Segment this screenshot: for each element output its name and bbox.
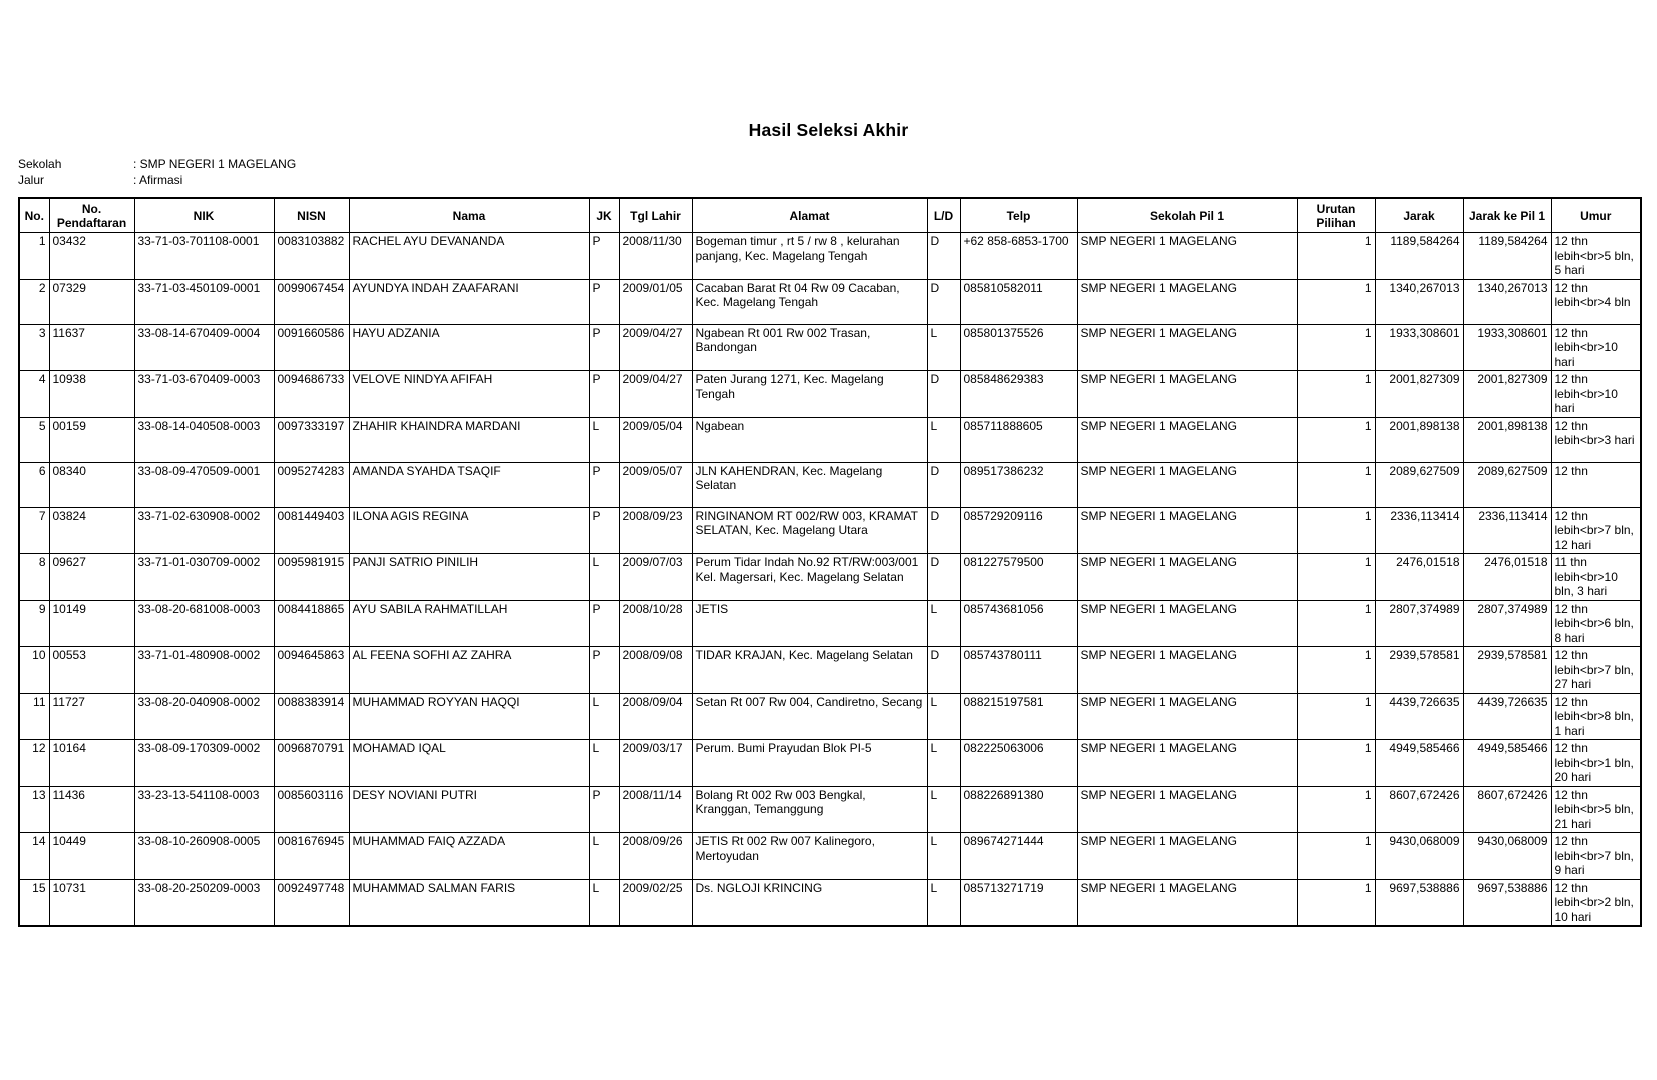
cell-telp: 085743780111	[960, 647, 1077, 694]
results-table	[18, 197, 1642, 927]
cell-sekolah-pil-1: SMP NEGERI 1 MAGELANG	[1077, 324, 1297, 371]
cell-no-pendaftaran: 11436	[49, 786, 134, 833]
cell-no: 4	[19, 371, 49, 418]
cell-nama: AMANDA SYAHDA TSAQIF	[349, 462, 589, 507]
cell-umur: 12 thn lebih<br>10 hari	[1551, 324, 1641, 371]
cell-nama: AL FEENA SOFHI AZ ZAHRA	[349, 647, 589, 694]
table-row	[19, 647, 1641, 694]
cell-alamat: Bolang Rt 002 Rw 003 Bengkal, Kranggan, Temanggung	[692, 786, 927, 833]
report-meta	[18, 157, 1657, 188]
cell-jarak: 1189,584264	[1375, 233, 1463, 280]
cell-telp: 088215197581	[960, 693, 1077, 740]
cell-no: 5	[19, 417, 49, 462]
col-header-no: No.	[19, 198, 49, 233]
cell-nama: AYUNDYA INDAH ZAAFARANI	[349, 279, 589, 324]
cell-no-pendaftaran: 10449	[49, 833, 134, 880]
cell-jk: L	[589, 740, 619, 787]
col-header-jarak: Jarak	[1375, 198, 1463, 233]
cell-l-d: L	[927, 786, 960, 833]
cell-umur: 12 thn lebih<br>3 hari	[1551, 417, 1641, 462]
cell-no-pendaftaran: 11637	[49, 324, 134, 371]
table-row	[19, 233, 1641, 280]
cell-nisn: 0092497748	[274, 879, 349, 926]
cell-jarak: 2939,578581	[1375, 647, 1463, 694]
cell-jarak: 4949,585466	[1375, 740, 1463, 787]
cell-nisn: 0097333197	[274, 417, 349, 462]
cell-jarak: 2001,827309	[1375, 371, 1463, 418]
cell-no-pendaftaran: 11727	[49, 693, 134, 740]
cell-tgl-lahir: 2009/04/27	[619, 324, 692, 371]
cell-l-d: L	[927, 417, 960, 462]
cell-no: 10	[19, 647, 49, 694]
cell-nik: 33-08-09-170309-0002	[134, 740, 274, 787]
cell-urutan-pilihan: 1	[1297, 371, 1375, 418]
cell-tgl-lahir: 2009/07/03	[619, 554, 692, 601]
cell-no: 11	[19, 693, 49, 740]
table-row	[19, 324, 1641, 371]
cell-tgl-lahir: 2009/01/05	[619, 279, 692, 324]
cell-alamat: Ngabean Rt 001 Rw 002 Trasan, Bandongan	[692, 324, 927, 371]
cell-telp: 085810582011	[960, 279, 1077, 324]
cell-telp: 085729209116	[960, 507, 1077, 554]
cell-l-d: D	[927, 462, 960, 507]
cell-urutan-pilihan: 1	[1297, 417, 1375, 462]
cell-jarak: 9697,538886	[1375, 879, 1463, 926]
table-header	[19, 198, 1641, 233]
col-header-jk: JK	[589, 198, 619, 233]
cell-urutan-pilihan: 1	[1297, 647, 1375, 694]
cell-jarak-ke-pil-1: 2476,01518	[1463, 554, 1551, 601]
cell-tgl-lahir: 2009/04/27	[619, 371, 692, 418]
cell-nik: 33-71-01-480908-0002	[134, 647, 274, 694]
cell-l-d: D	[927, 233, 960, 280]
cell-telp: 081227579500	[960, 554, 1077, 601]
cell-nisn: 0088383914	[274, 693, 349, 740]
cell-telp: +62 858-6853-1700	[960, 233, 1077, 280]
cell-jarak: 2336,113414	[1375, 507, 1463, 554]
cell-alamat: Setan Rt 007 Rw 004, Candiretno, Secang	[692, 693, 927, 740]
table-row	[19, 371, 1641, 418]
cell-umur: 12 thn lebih<br>7 bln, 9 hari	[1551, 833, 1641, 880]
cell-urutan-pilihan: 1	[1297, 740, 1375, 787]
cell-nama: MOHAMAD IQAL	[349, 740, 589, 787]
cell-l-d: L	[927, 833, 960, 880]
cell-nama: PANJI SATRIO PINILIH	[349, 554, 589, 601]
cell-sekolah-pil-1: SMP NEGERI 1 MAGELANG	[1077, 279, 1297, 324]
cell-nik: 33-08-10-260908-0005	[134, 833, 274, 880]
cell-nisn: 0083103882	[274, 233, 349, 280]
cell-alamat: Bogeman timur , rt 5 / rw 8 , kelurahan panjang, Kec. Magelang Tengah	[692, 233, 927, 280]
cell-jarak: 9430,068009	[1375, 833, 1463, 880]
cell-no-pendaftaran: 07329	[49, 279, 134, 324]
cell-tgl-lahir: 2009/02/25	[619, 879, 692, 926]
cell-jarak: 1933,308601	[1375, 324, 1463, 371]
cell-urutan-pilihan: 1	[1297, 693, 1375, 740]
cell-no-pendaftaran: 03824	[49, 507, 134, 554]
table-body	[19, 233, 1641, 927]
cell-urutan-pilihan: 1	[1297, 507, 1375, 554]
cell-nisn: 0095274283	[274, 462, 349, 507]
cell-nisn: 0095981915	[274, 554, 349, 601]
cell-no-pendaftaran: 00159	[49, 417, 134, 462]
cell-no-pendaftaran: 10938	[49, 371, 134, 418]
cell-urutan-pilihan: 1	[1297, 324, 1375, 371]
cell-sekolah-pil-1: SMP NEGERI 1 MAGELANG	[1077, 371, 1297, 418]
cell-tgl-lahir: 2008/11/14	[619, 786, 692, 833]
cell-jarak: 2001,898138	[1375, 417, 1463, 462]
cell-jk: P	[589, 786, 619, 833]
meta-jalur-value: : Afirmasi	[133, 172, 183, 187]
cell-nama: MUHAMMAD ROYYAN HAQQI	[349, 693, 589, 740]
cell-nisn: 0091660586	[274, 324, 349, 371]
cell-umur: 12 thn lebih<br>7 bln, 12 hari	[1551, 507, 1641, 554]
cell-umur: 12 thn lebih<br>4 bln	[1551, 279, 1641, 324]
meta-sekolah	[18, 157, 1657, 173]
col-header-l-d: L/D	[927, 198, 960, 233]
cell-nisn: 0085603116	[274, 786, 349, 833]
cell-nik: 33-08-20-040908-0002	[134, 693, 274, 740]
col-header-umur: Umur	[1551, 198, 1641, 233]
meta-sekolah-label: Sekolah	[18, 157, 62, 171]
cell-no: 15	[19, 879, 49, 926]
col-header-jarak-ke-pil-1: Jarak ke Pil 1	[1463, 198, 1551, 233]
cell-no-pendaftaran: 10149	[49, 600, 134, 647]
col-header-nama: Nama	[349, 198, 589, 233]
cell-alamat: RINGINANOM RT 002/RW 003, KRAMAT SELATAN, Kec. Magelang Utara	[692, 507, 927, 554]
cell-nisn: 0094686733	[274, 371, 349, 418]
cell-jarak: 8607,672426	[1375, 786, 1463, 833]
cell-jk: L	[589, 879, 619, 926]
cell-jk: L	[589, 693, 619, 740]
cell-jarak: 2476,01518	[1375, 554, 1463, 601]
col-header-nik: NIK	[134, 198, 274, 233]
cell-sekolah-pil-1: SMP NEGERI 1 MAGELANG	[1077, 786, 1297, 833]
cell-nisn: 0081676945	[274, 833, 349, 880]
cell-l-d: L	[927, 693, 960, 740]
cell-umur: 12 thn lebih<br>2 bln, 10 hari	[1551, 879, 1641, 926]
cell-tgl-lahir: 2008/10/28	[619, 600, 692, 647]
cell-jk: P	[589, 507, 619, 554]
cell-jk: L	[589, 833, 619, 880]
cell-jarak-ke-pil-1: 4949,585466	[1463, 740, 1551, 787]
cell-umur: 12 thn lebih<br>5 bln, 21 hari	[1551, 786, 1641, 833]
cell-no-pendaftaran: 08340	[49, 462, 134, 507]
cell-alamat: Ds. NGLOJI KRINCING	[692, 879, 927, 926]
cell-sekolah-pil-1: SMP NEGERI 1 MAGELANG	[1077, 417, 1297, 462]
cell-no: 7	[19, 507, 49, 554]
cell-umur: 11 thn lebih<br>10 bln, 3 hari	[1551, 554, 1641, 601]
cell-l-d: L	[927, 324, 960, 371]
cell-jk: P	[589, 279, 619, 324]
cell-jarak-ke-pil-1: 2001,827309	[1463, 371, 1551, 418]
cell-nisn: 0084418865	[274, 600, 349, 647]
meta-jalur-label: Jalur	[18, 172, 45, 187]
cell-nik: 33-08-14-040508-0003	[134, 417, 274, 462]
cell-telp: 082225063006	[960, 740, 1077, 787]
cell-sekolah-pil-1: SMP NEGERI 1 MAGELANG	[1077, 462, 1297, 507]
page-title: Hasil Seleksi Akhir	[748, 120, 909, 140]
cell-telp: 085801375526	[960, 324, 1077, 371]
cell-urutan-pilihan: 1	[1297, 786, 1375, 833]
cell-jarak-ke-pil-1: 2001,898138	[1463, 417, 1551, 462]
cell-l-d: D	[927, 554, 960, 601]
cell-jk: P	[589, 647, 619, 694]
cell-umur: 12 thn lebih<br>8 bln, 1 hari	[1551, 693, 1641, 740]
cell-nisn: 0096870791	[274, 740, 349, 787]
cell-nama: RACHEL AYU DEVANANDA	[349, 233, 589, 280]
cell-jarak: 4439,726635	[1375, 693, 1463, 740]
cell-no: 9	[19, 600, 49, 647]
cell-sekolah-pil-1: SMP NEGERI 1 MAGELANG	[1077, 554, 1297, 601]
cell-sekolah-pil-1: SMP NEGERI 1 MAGELANG	[1077, 693, 1297, 740]
cell-tgl-lahir: 2008/09/04	[619, 693, 692, 740]
table-row	[19, 786, 1641, 833]
cell-sekolah-pil-1: SMP NEGERI 1 MAGELANG	[1077, 507, 1297, 554]
cell-nama: ILONA AGIS REGINA	[349, 507, 589, 554]
col-header-alamat: Alamat	[692, 198, 927, 233]
cell-nisn: 0099067454	[274, 279, 349, 324]
cell-jarak-ke-pil-1: 8607,672426	[1463, 786, 1551, 833]
cell-l-d: D	[927, 279, 960, 324]
cell-telp: 085711888605	[960, 417, 1077, 462]
cell-no-pendaftaran: 03432	[49, 233, 134, 280]
table-row	[19, 279, 1641, 324]
cell-nama: MUHAMMAD FAIQ AZZADA	[349, 833, 589, 880]
cell-sekolah-pil-1: SMP NEGERI 1 MAGELANG	[1077, 740, 1297, 787]
cell-sekolah-pil-1: SMP NEGERI 1 MAGELANG	[1077, 879, 1297, 926]
cell-nik: 33-08-09-470509-0001	[134, 462, 274, 507]
cell-jk: P	[589, 324, 619, 371]
cell-no: 8	[19, 554, 49, 601]
col-header-urutan-pilihan: Urutan Pilihan	[1297, 198, 1375, 233]
cell-jk: P	[589, 233, 619, 280]
cell-tgl-lahir: 2009/03/17	[619, 740, 692, 787]
cell-nik: 33-71-03-701108-0001	[134, 233, 274, 280]
cell-sekolah-pil-1: SMP NEGERI 1 MAGELANG	[1077, 233, 1297, 280]
cell-jk: L	[589, 554, 619, 601]
cell-jarak-ke-pil-1: 1189,584264	[1463, 233, 1551, 280]
table-row	[19, 554, 1641, 601]
table-row	[19, 833, 1641, 880]
cell-tgl-lahir: 2008/11/30	[619, 233, 692, 280]
cell-urutan-pilihan: 1	[1297, 554, 1375, 601]
cell-umur: 12 thn	[1551, 462, 1641, 507]
cell-alamat: Perum. Bumi Prayudan Blok PI-5	[692, 740, 927, 787]
cell-telp: 085743681056	[960, 600, 1077, 647]
cell-no: 1	[19, 233, 49, 280]
cell-jarak-ke-pil-1: 2939,578581	[1463, 647, 1551, 694]
cell-alamat: JETIS	[692, 600, 927, 647]
cell-umur: 12 thn lebih<br>5 bln, 5 hari	[1551, 233, 1641, 280]
cell-no: 2	[19, 279, 49, 324]
cell-nik: 33-71-03-670409-0003	[134, 371, 274, 418]
cell-nik: 33-08-20-250209-0003	[134, 879, 274, 926]
cell-alamat: JLN KAHENDRAN, Kec. Magelang Selatan	[692, 462, 927, 507]
cell-jk: L	[589, 417, 619, 462]
cell-nik: 33-71-03-450109-0001	[134, 279, 274, 324]
cell-jarak-ke-pil-1: 9697,538886	[1463, 879, 1551, 926]
cell-jarak: 1340,267013	[1375, 279, 1463, 324]
cell-jarak-ke-pil-1: 2089,627509	[1463, 462, 1551, 507]
table-row	[19, 740, 1641, 787]
cell-jarak-ke-pil-1: 9430,068009	[1463, 833, 1551, 880]
cell-nik: 33-08-14-670409-0004	[134, 324, 274, 371]
cell-alamat: TIDAR KRAJAN, Kec. Magelang Selatan	[692, 647, 927, 694]
cell-jarak-ke-pil-1: 2807,374989	[1463, 600, 1551, 647]
cell-tgl-lahir: 2009/05/04	[619, 417, 692, 462]
cell-l-d: L	[927, 740, 960, 787]
cell-umur: 12 thn lebih<br>7 bln, 27 hari	[1551, 647, 1641, 694]
cell-jarak-ke-pil-1: 1933,308601	[1463, 324, 1551, 371]
cell-nama: HAYU ADZANIA	[349, 324, 589, 371]
table-row	[19, 879, 1641, 926]
cell-tgl-lahir: 2008/09/26	[619, 833, 692, 880]
cell-nik: 33-08-20-681008-0003	[134, 600, 274, 647]
cell-no-pendaftaran: 00553	[49, 647, 134, 694]
meta-sekolah-value: : SMP NEGERI 1 MAGELANG	[133, 157, 297, 171]
cell-jarak-ke-pil-1: 1340,267013	[1463, 279, 1551, 324]
cell-alamat: Ngabean	[692, 417, 927, 462]
col-header-sekolah-pil-1: Sekolah Pil 1	[1077, 198, 1297, 233]
cell-jk: P	[589, 371, 619, 418]
col-header-tgl-lahir: Tgl Lahir	[619, 198, 692, 233]
table-row	[19, 462, 1641, 507]
cell-nisn: 0094645863	[274, 647, 349, 694]
cell-jk: P	[589, 462, 619, 507]
cell-jk: P	[589, 600, 619, 647]
table-row	[19, 600, 1641, 647]
cell-nama: ZHAHIR KHAINDRA MARDANI	[349, 417, 589, 462]
cell-urutan-pilihan: 1	[1297, 600, 1375, 647]
cell-no: 14	[19, 833, 49, 880]
cell-alamat: Paten Jurang 1271, Kec. Magelang Tengah	[692, 371, 927, 418]
cell-urutan-pilihan: 1	[1297, 462, 1375, 507]
cell-nama: VELOVE NINDYA AFIFAH	[349, 371, 589, 418]
cell-nama: MUHAMMAD SALMAN FARIS	[349, 879, 589, 926]
table-row	[19, 693, 1641, 740]
col-header-no-pendaftaran: No. Pendaftaran	[49, 198, 134, 233]
cell-telp: 088226891380	[960, 786, 1077, 833]
cell-l-d: D	[927, 647, 960, 694]
cell-jarak: 2089,627509	[1375, 462, 1463, 507]
cell-no: 6	[19, 462, 49, 507]
cell-urutan-pilihan: 1	[1297, 833, 1375, 880]
cell-no-pendaftaran: 10731	[49, 879, 134, 926]
cell-urutan-pilihan: 1	[1297, 233, 1375, 280]
cell-telp: 089517386232	[960, 462, 1077, 507]
cell-no-pendaftaran: 10164	[49, 740, 134, 787]
col-header-nisn: NISN	[274, 198, 349, 233]
cell-umur: 12 thn lebih<br>6 bln, 8 hari	[1551, 600, 1641, 647]
cell-jarak-ke-pil-1: 2336,113414	[1463, 507, 1551, 554]
cell-tgl-lahir: 2008/09/08	[619, 647, 692, 694]
cell-tgl-lahir: 2008/09/23	[619, 507, 692, 554]
cell-no: 3	[19, 324, 49, 371]
cell-alamat: JETIS Rt 002 Rw 007 Kalinegoro, Mertoyudan	[692, 833, 927, 880]
cell-sekolah-pil-1: SMP NEGERI 1 MAGELANG	[1077, 833, 1297, 880]
cell-alamat: Perum Tidar Indah No.92 RT/RW:003/001 Kel. Magersari, Kec. Magelang Selatan	[692, 554, 927, 601]
cell-no-pendaftaran: 09627	[49, 554, 134, 601]
table-header-row	[19, 198, 1641, 233]
cell-nama: DESY NOVIANI PUTRI	[349, 786, 589, 833]
cell-tgl-lahir: 2009/05/07	[619, 462, 692, 507]
cell-nik: 33-71-02-630908-0002	[134, 507, 274, 554]
cell-telp: 085713271719	[960, 879, 1077, 926]
cell-l-d: D	[927, 371, 960, 418]
cell-nisn: 0081449403	[274, 507, 349, 554]
cell-sekolah-pil-1: SMP NEGERI 1 MAGELANG	[1077, 600, 1297, 647]
cell-nama: AYU SABILA RAHMATILLAH	[349, 600, 589, 647]
cell-urutan-pilihan: 1	[1297, 279, 1375, 324]
table-row	[19, 507, 1641, 554]
cell-no: 12	[19, 740, 49, 787]
cell-jarak: 2807,374989	[1375, 600, 1463, 647]
cell-l-d: L	[927, 879, 960, 926]
cell-umur: 12 thn lebih<br>1 bln, 20 hari	[1551, 740, 1641, 787]
cell-no: 13	[19, 786, 49, 833]
cell-telp: 085848629383	[960, 371, 1077, 418]
cell-l-d: L	[927, 600, 960, 647]
col-header-telp: Telp	[960, 198, 1077, 233]
cell-sekolah-pil-1: SMP NEGERI 1 MAGELANG	[1077, 647, 1297, 694]
table-row	[19, 417, 1641, 462]
cell-nik: 33-23-13-541108-0003	[134, 786, 274, 833]
meta-jalur	[18, 173, 1657, 189]
cell-l-d: D	[927, 507, 960, 554]
cell-alamat: Cacaban Barat Rt 04 Rw 09 Cacaban, Kec. Magelang Tengah	[692, 279, 927, 324]
cell-umur: 12 thn lebih<br>10 hari	[1551, 371, 1641, 418]
cell-jarak-ke-pil-1: 4439,726635	[1463, 693, 1551, 740]
cell-nik: 33-71-01-030709-0002	[134, 554, 274, 601]
cell-urutan-pilihan: 1	[1297, 879, 1375, 926]
cell-telp: 089674271444	[960, 833, 1077, 880]
